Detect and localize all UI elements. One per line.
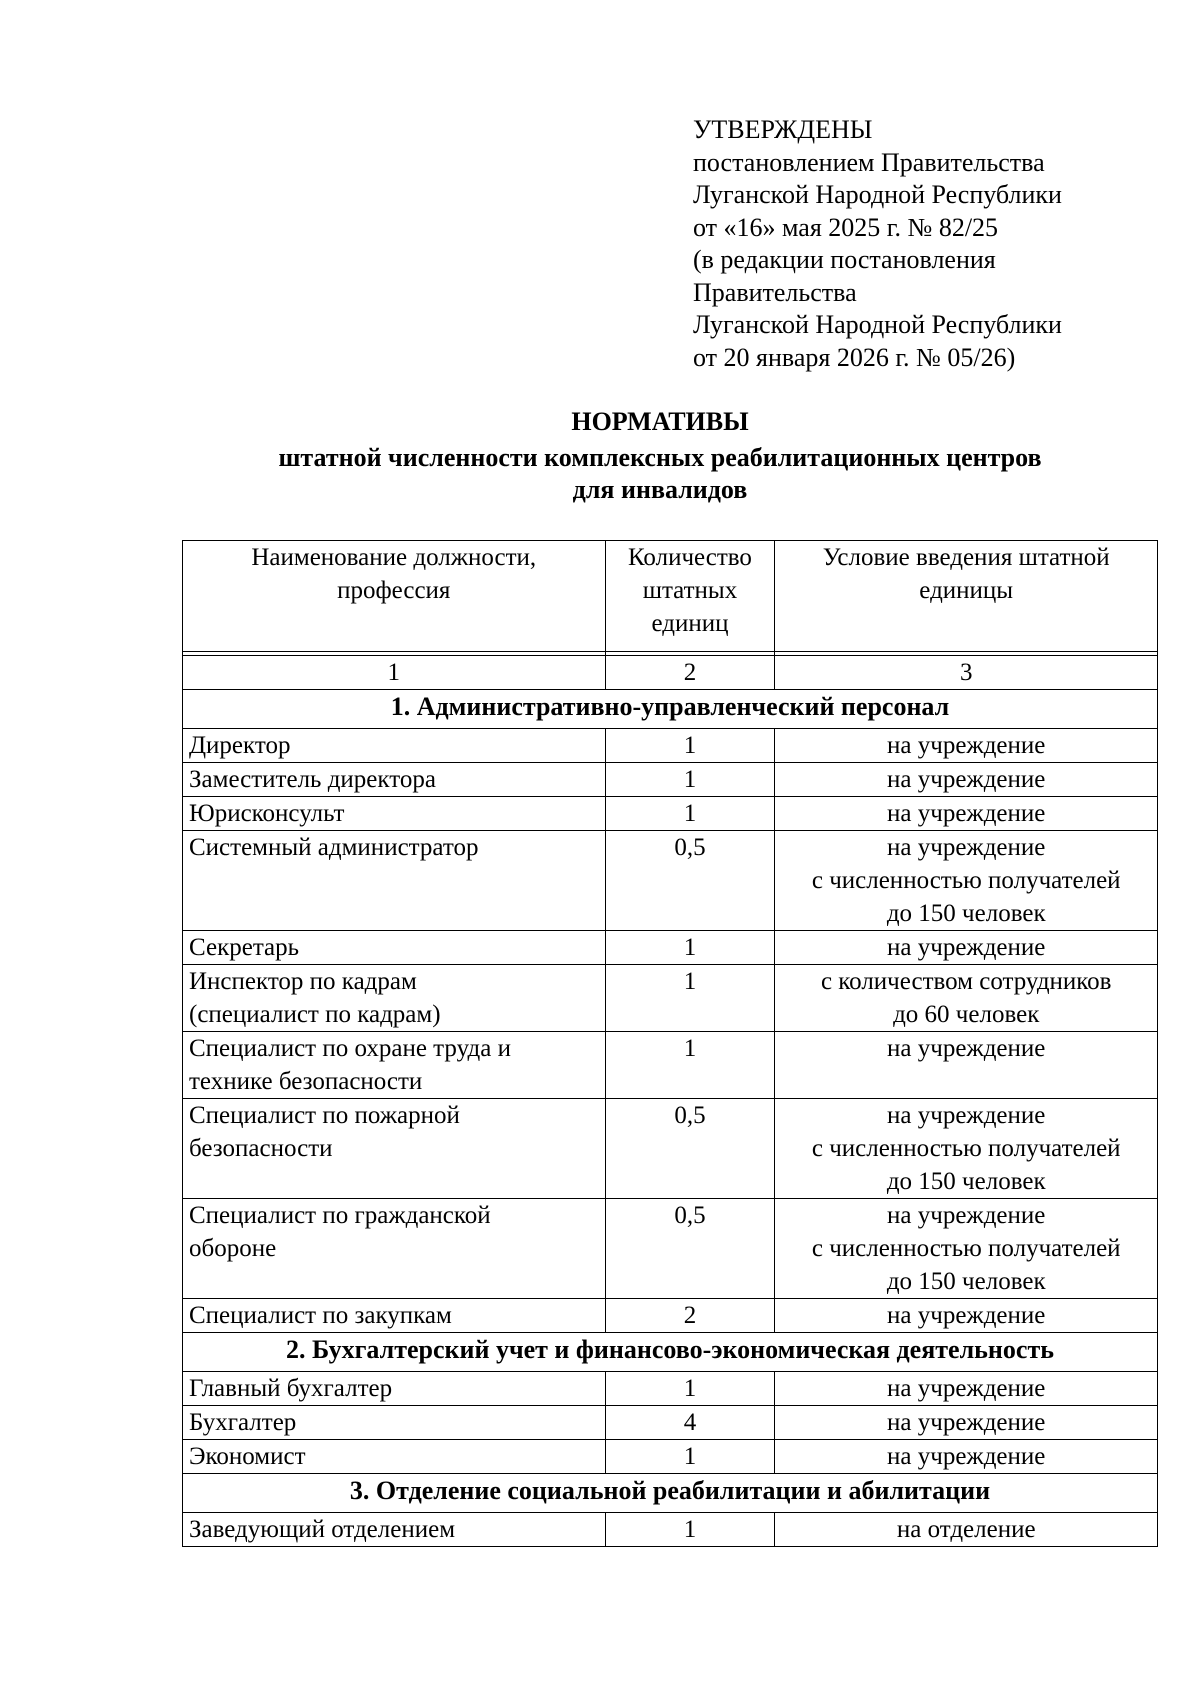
table-row <box>183 831 1158 931</box>
staff-units-count: 0,5 <box>605 1199 775 1299</box>
position-name: Директор <box>183 729 606 763</box>
table-row <box>183 1406 1158 1440</box>
approval-line: УТВЕРЖДЕНЫ <box>693 115 873 144</box>
approval-line: Правительства <box>693 277 857 307</box>
staff-units-count: 1 <box>605 797 775 831</box>
introduction-condition: на учреждение <box>775 931 1158 965</box>
introduction-condition: на учреждение <box>775 1440 1158 1474</box>
staff-units-count: 1 <box>605 1513 775 1547</box>
staff-units-count: 1 <box>605 931 775 965</box>
table-row <box>183 1513 1158 1547</box>
position-name: Секретарь <box>183 931 606 965</box>
position-name: Специалист по пожарной безопасности <box>183 1099 606 1199</box>
title-sub-line: штатной численности комплексных реабилитационных центров <box>278 443 1042 472</box>
title-main: НОРМАТИВЫ <box>571 407 749 436</box>
introduction-condition: на учреждение с численностью получателей до 150 человек <box>775 831 1158 931</box>
section-title: 3. Отделение социальной реабилитации и абилитации <box>183 1474 1158 1513</box>
introduction-condition: на учреждение <box>775 1406 1158 1440</box>
table-row <box>183 965 1158 1032</box>
header-name: Наименование должности, профессия <box>183 541 606 652</box>
table-row <box>183 1299 1158 1333</box>
staff-units-count: 4 <box>605 1406 775 1440</box>
position-name: Заместитель директора <box>183 763 606 797</box>
position-name: Системный администратор <box>183 831 606 931</box>
header-count: Количество штатных единиц <box>605 541 775 652</box>
table-row <box>183 797 1158 831</box>
approval-line: (в редакции постановления <box>693 245 996 274</box>
table-row <box>183 1199 1158 1299</box>
introduction-condition: на учреждение <box>775 763 1158 797</box>
position-name: Экономист <box>183 1440 606 1474</box>
section-title: 2. Бухгалтерский учет и финансово-экономическая деятельность <box>183 1333 1158 1372</box>
introduction-condition: на учреждение с численностью получателей до 150 человек <box>775 1099 1158 1199</box>
staff-units-count: 1 <box>605 1032 775 1099</box>
introduction-condition: на отделение <box>775 1513 1158 1547</box>
introduction-condition: на учреждение <box>775 1299 1158 1333</box>
position-name: Юрисконсульт <box>183 797 606 831</box>
table-row <box>183 1440 1158 1474</box>
table-row <box>183 931 1158 965</box>
column-number: 2 <box>605 656 775 690</box>
table-row <box>183 1032 1158 1099</box>
position-name: Специалист по охране труда и технике безопасности <box>183 1032 606 1099</box>
document-title <box>180 406 1140 506</box>
approval-line: постановлением Правительства <box>693 147 1045 177</box>
table-row <box>183 729 1158 763</box>
section-header-row <box>183 690 1158 729</box>
column-number-row <box>183 656 1158 690</box>
position-name: Инспектор по кадрам (специалист по кадрам) <box>183 965 606 1032</box>
table-row <box>183 1372 1158 1406</box>
table-row <box>183 763 1158 797</box>
introduction-condition: на учреждение <box>775 1032 1158 1099</box>
introduction-condition: на учреждение <box>775 729 1158 763</box>
position-name: Бухгалтер <box>183 1406 606 1440</box>
staff-units-count: 1 <box>605 1440 775 1474</box>
staffing-norms-table <box>182 540 1158 1547</box>
staff-units-count: 0,5 <box>605 831 775 931</box>
staff-units-count: 0,5 <box>605 1099 775 1199</box>
position-name: Специалист по гражданской обороне <box>183 1199 606 1299</box>
table-row <box>183 1099 1158 1199</box>
section-header-row <box>183 1474 1158 1513</box>
staff-units-count: 1 <box>605 729 775 763</box>
staff-units-count: 1 <box>605 763 775 797</box>
position-name: Главный бухгалтер <box>183 1372 606 1406</box>
column-number: 1 <box>183 656 606 690</box>
position-name: Заведующий отделением <box>183 1513 606 1547</box>
introduction-condition: на учреждение <box>775 1372 1158 1406</box>
approval-line: Луганской Народной Республики <box>693 180 1062 209</box>
header-condition: Условие введения штатной единицы <box>775 541 1158 652</box>
position-name: Специалист по закупкам <box>183 1299 606 1333</box>
introduction-condition: на учреждение с численностью получателей до 150 человек <box>775 1199 1158 1299</box>
approval-line: от 20 января 2026 г. № 05/26) <box>693 342 1016 372</box>
introduction-condition: с количеством сотрудников до 60 человек <box>775 965 1158 1032</box>
approval-line: от «16» мая 2025 г. № 82/25 <box>693 212 999 242</box>
approval-line: Луганской Народной Республики <box>693 310 1062 339</box>
staff-units-count: 2 <box>605 1299 775 1333</box>
section-title: 1. Административно-управленческий персонал <box>183 690 1158 729</box>
table-header-row <box>183 541 1158 652</box>
introduction-condition: на учреждение <box>775 797 1158 831</box>
approval-block <box>693 114 1062 374</box>
column-number: 3 <box>775 656 1158 690</box>
staff-units-count: 1 <box>605 1372 775 1406</box>
section-header-row <box>183 1333 1158 1372</box>
staff-units-count: 1 <box>605 965 775 1032</box>
title-sub-line: для инвалидов <box>572 475 748 504</box>
